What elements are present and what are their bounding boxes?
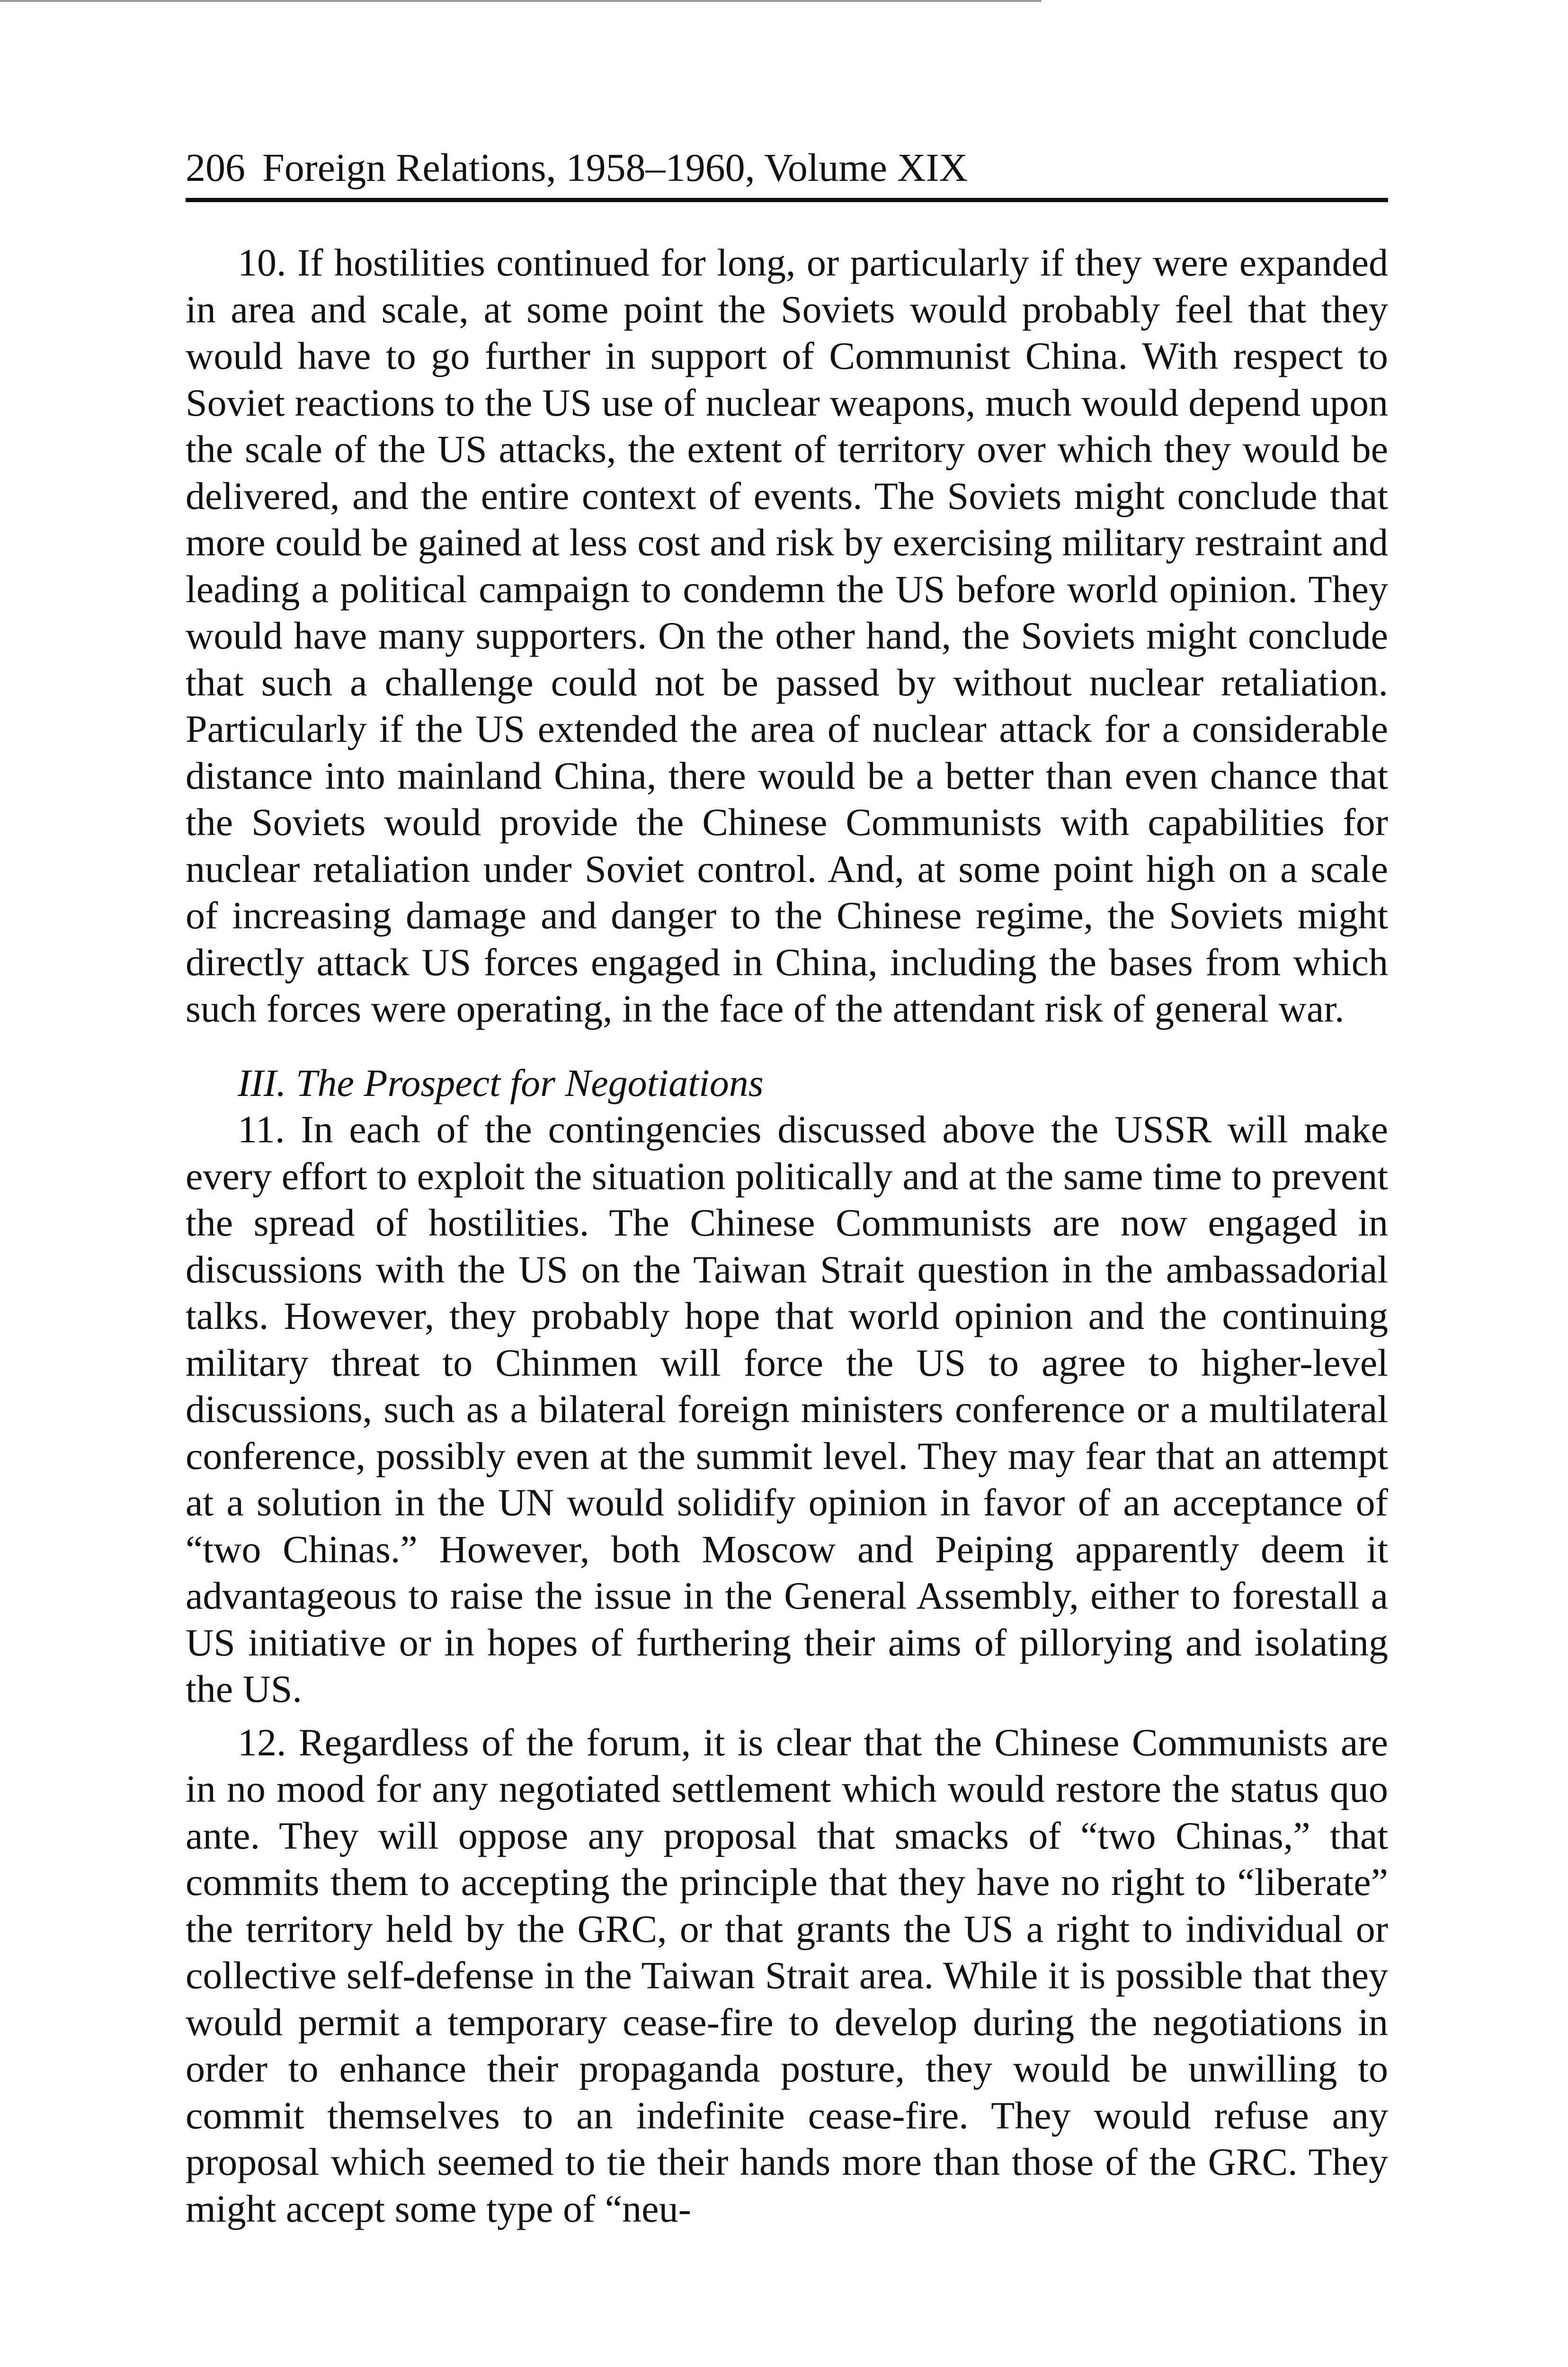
header-rule xyxy=(186,198,1388,202)
paragraph-12: 12. Regardless of the forum, it is clear that the Chinese Communists are in no mood for any negotiated settlement which would restore the status quo ante. They will oppose any proposal that smacks of “two Chinas,” that commits them to accepting the principle that they have no right to “liberate” the territory held by the GRC, or that grants the US a right to individual or collective self-defense in the Taiwan Strait area. While it is possible that they would permit a temporary cease-fire to develop during the negotiations in order to enhance their propaganda posture, they would be unwilling to commit themselves to an indefinite cease-fire. They would refuse any proposal which seemed to tie their hands more than those of the GRC. They might accept some type of “neu- xyxy=(186,1720,1388,2230)
publication-title: Foreign Relations, 1958–1960, Volume XIX xyxy=(262,146,968,190)
section-heading: III. The Prospect for Negotiations xyxy=(238,1061,764,1104)
running-header xyxy=(186,142,1388,199)
page-number: 206 xyxy=(186,146,245,190)
scan-edge-line xyxy=(0,0,1042,2)
body-text xyxy=(186,240,1388,2232)
paragraph-11: 11. In each of the contingencies discussed above the USSR will make every effort to exploit the situation politically and at the same time to prevent the spread of hostilities. The Chinese Communists are now engaged in discussions with the US on the Taiwan Strait question in the ambassadorial talks. However, they probably hope that world opinion and the continuing military threat to Chinmen will force the US to agree to higher-level discussions, such as a bilateral foreign ministers conference or a multilateral conference, possibly even at the summit level. They may fear that an attempt at a solution in the UN would solidify opinion in favor of an acceptance of “two Chinas.” However, both Moscow and Peiping apparently deem it advantageous to raise the issue in the General Assembly, either to forestall a US initiative or in hopes of furthering their aims of pillorying and isolating the US. xyxy=(186,1108,1388,1710)
paragraph-10: 10. If hostilities continued for long, or particularly if they were expanded in area and scale, at some point the Soviets would probably feel that they would have to go further in support of Communist China. With respect to Soviet reactions to the US use of nuclear weapons, much would depend upon the scale of the US attacks, the extent of territory over which they would be delivered, and the entire context of events. The Soviets might conclude that more could be gained at less cost and risk by exercising military restraint and leading a political campaign to condemn the US before world opinion. They would have many supporters. On the other hand, the Soviets might conclude that such a challenge could not be passed by without nuclear retaliation. Particularly if the US extended the area of nuclear attack for a considerable distance into mainland China, there would be a better than even chance that the Soviets would provide the Chinese Communists with capabilities for nuclear retaliation under Soviet control. And, at some point high on a scale of increasing damage and danger to the Chinese regime, the Soviets might directly attack US forces engaged in China, including the bases from which such forces were operating, in the face of the attendant risk of general war. xyxy=(186,241,1388,1030)
